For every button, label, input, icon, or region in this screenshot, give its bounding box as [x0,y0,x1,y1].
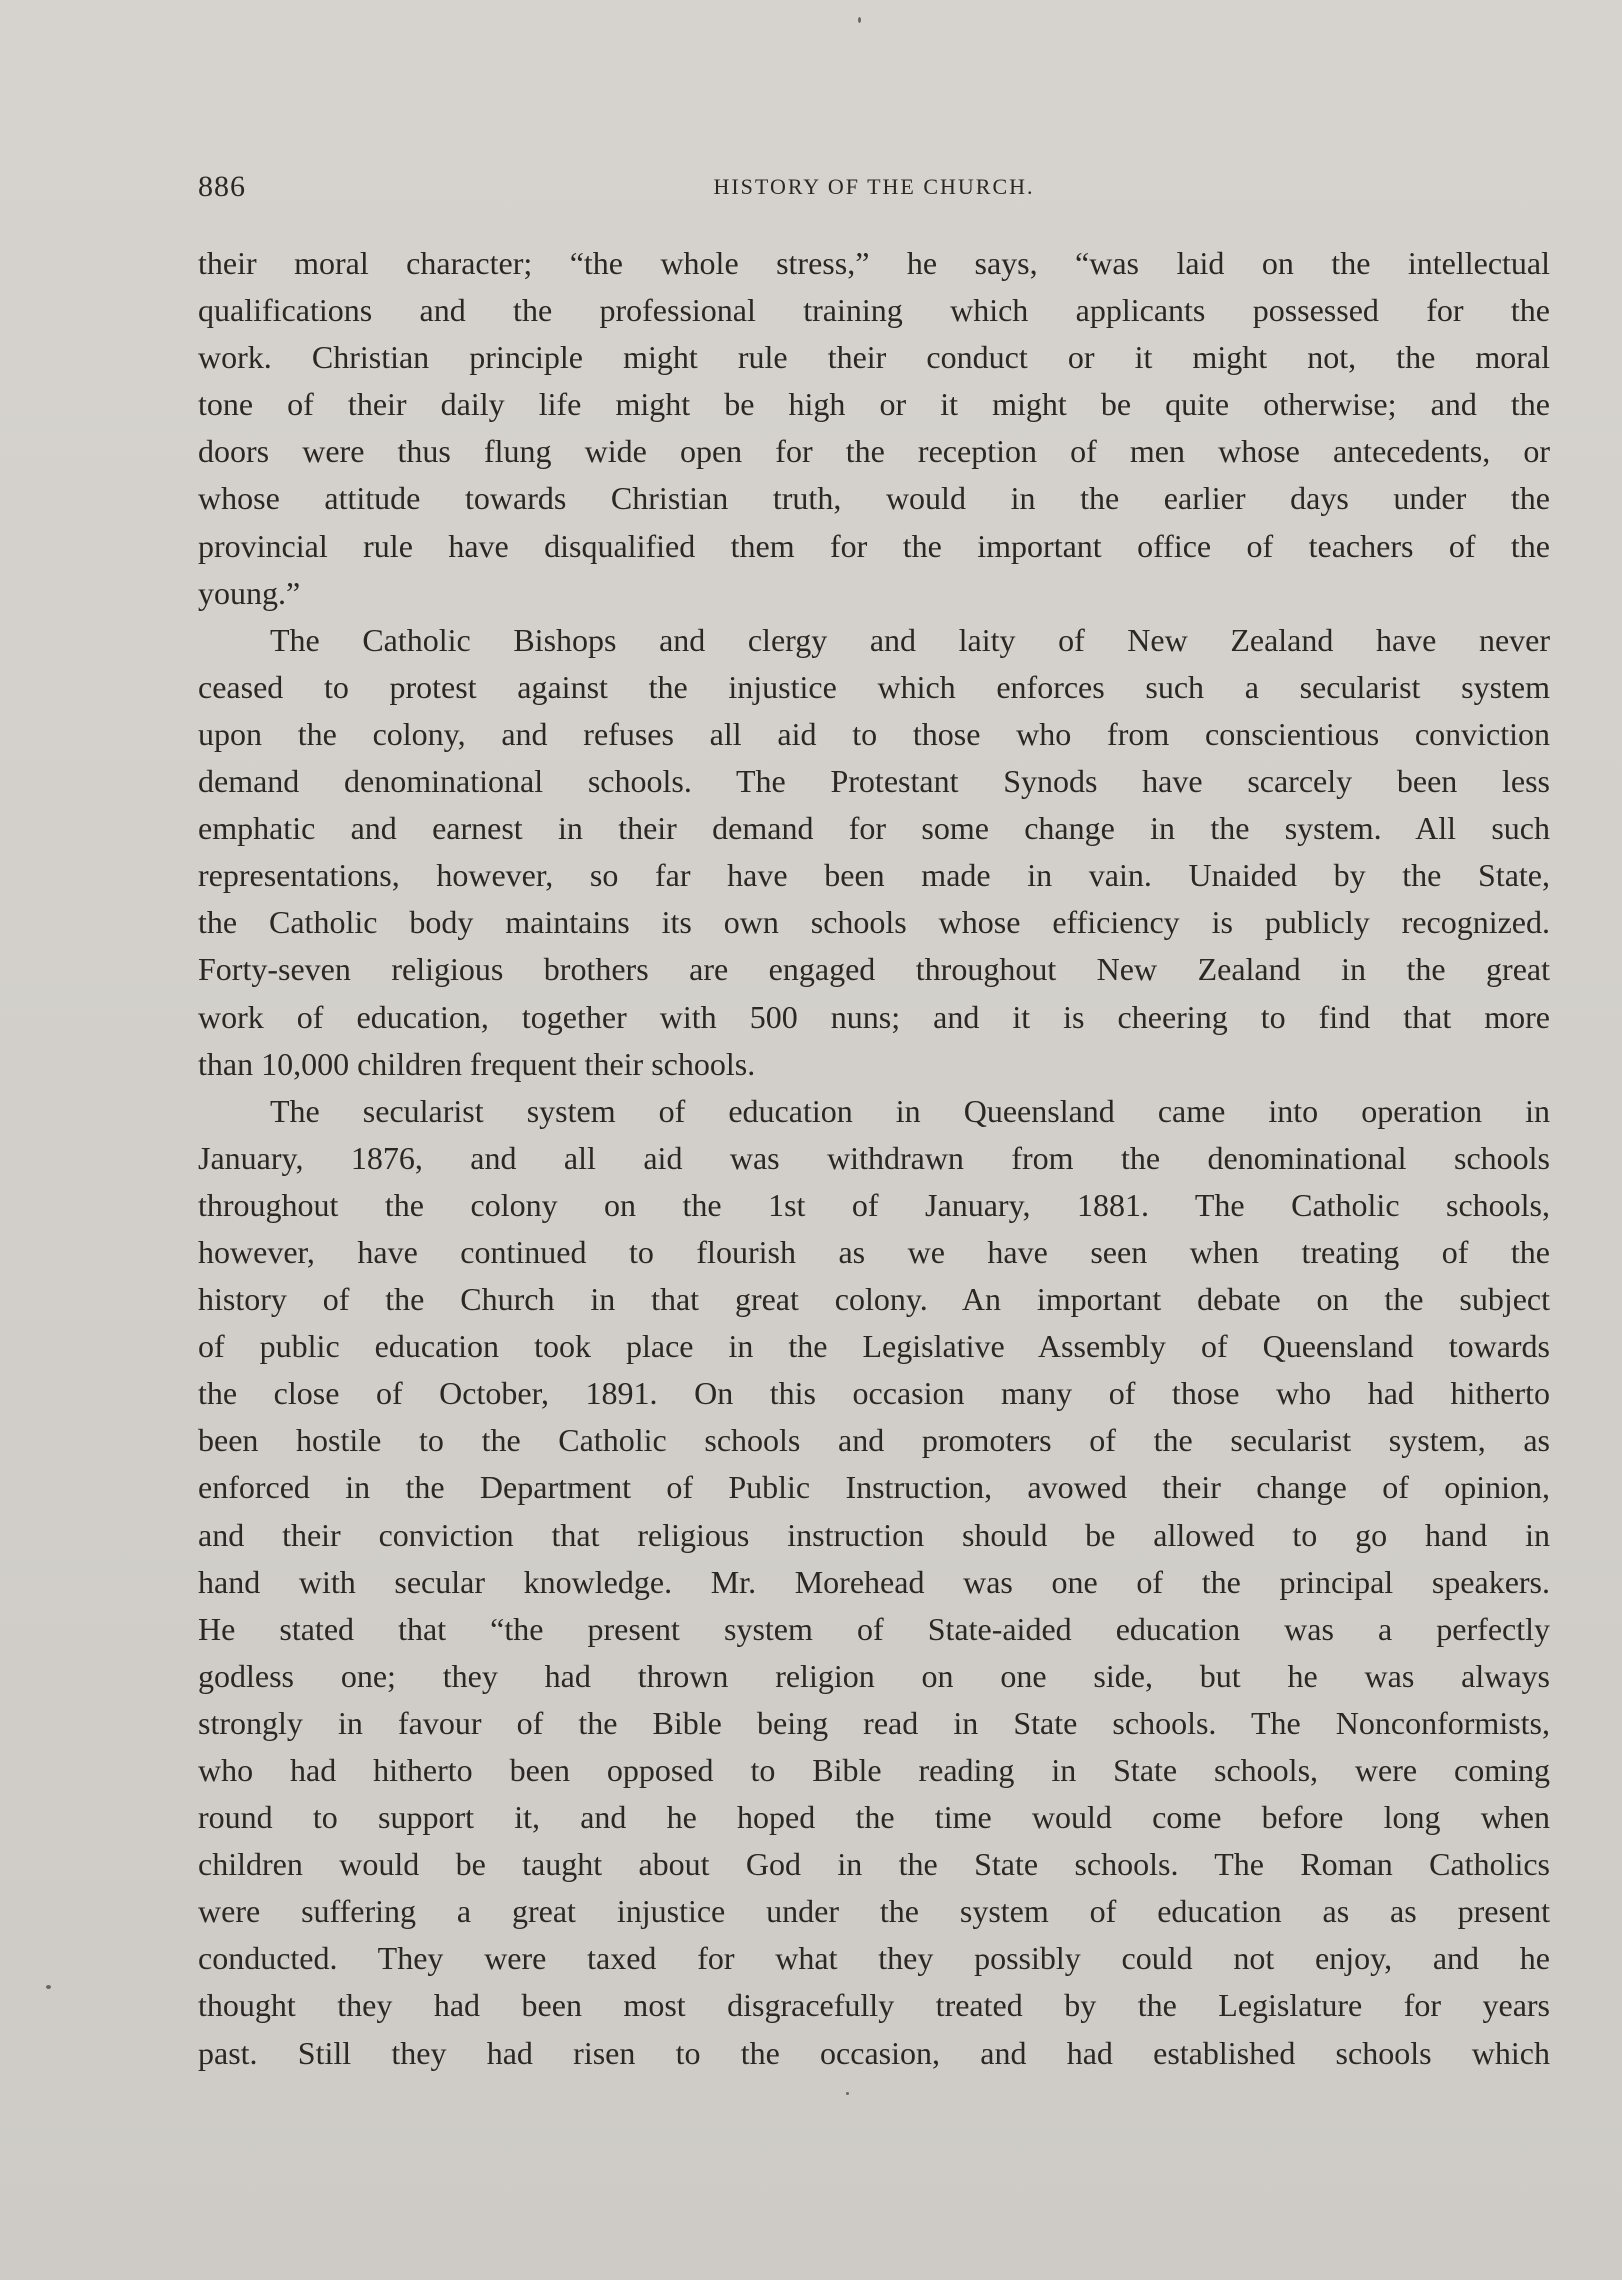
text-line: children would be taught about God in the State schools. The Roman Catholics [198,1846,1550,1883]
paper-speck [858,17,861,23]
text-line: history of the Church in that great colony. An important debate on the subject [198,1281,1550,1318]
text-line: January, 1876, and all aid was withdrawn from the denominational schools [198,1139,1550,1176]
text-line: work. Christian principle might rule their conduct or it might not, the moral [198,339,1550,376]
text-line: work of education, together with 500 nuns; and it is cheering to find that more [198,998,1550,1035]
text-line: whose attitude towards Christian truth, would in the earlier days under the [198,480,1550,517]
text-line: doors were thus flung wide open for the reception of men whose antecedents, or [198,433,1550,470]
text-line: than 10,000 children frequent their schools. [198,1045,756,1082]
text-line: who had hitherto been opposed to Bible reading in State schools, were coming [198,1752,1550,1788]
text-line: throughout the colony on the 1st of January, 1881. The Catholic schools, [198,1186,1550,1223]
text-line: tone of their daily life might be high or it might be quite otherwise; and the [198,386,1550,423]
text-line: thought they had been most disgracefully treated by the Legislature for years [198,1987,1550,2024]
text-line: qualifications and the professional training which applicants possessed for the [198,292,1550,329]
paper-speck [46,1985,51,1989]
text-line: conducted. They were taxed for what they possibly could not enjoy, and he [198,1940,1550,1977]
paper-speck [846,2092,849,2095]
text-line: The Catholic Bishops and clergy and laity of New Zealand have never [270,621,1550,658]
text-line: Forty-seven religious brothers are engaged throughout New Zealand in the great [198,951,1550,988]
running-head [198,170,1550,210]
text-line: emphatic and earnest in their demand for some change in the system. All such [198,810,1550,847]
text-line: been hostile to the Catholic schools and promoters of the secularist system, as [198,1422,1550,1459]
text-line: the Catholic body maintains its own schools whose efficiency is publicly recognized. [198,904,1550,941]
text-line: past. Still they had risen to the occasion, and had established schools which [198,2034,1550,2071]
text-line: provincial rule have disqualified them for the important office of teachers of the [198,527,1550,564]
text-line: were suffering a great injustice under the system of education as as present [198,1893,1550,1930]
text-line: young.” [198,574,301,611]
text-line: ceased to protest against the injustice which enforces such a secularist system [198,668,1550,705]
text-line: of public education took place in the Legislative Assembly of Queensland towards [198,1328,1550,1365]
text-line: however, have continued to flourish as we have seen when treating of the [198,1233,1550,1270]
body-text [198,240,1550,2077]
text-line: godless one; they had thrown religion on one side, but he was always [198,1657,1550,1694]
text-line: the close of October, 1891. On this occasion many of those who had hitherto [198,1375,1550,1412]
text-line: strongly in favour of the Bible being read in State schools. The Nonconformists, [198,1704,1550,1741]
page-number: 886 [198,170,246,203]
text-line: hand with secular knowledge. Mr. Morehead was one of the principal speakers. [198,1563,1550,1600]
text-line: and their conviction that religious instruction should be allowed to go hand in [198,1516,1550,1553]
text-line: He stated that “the present system of State-aided education was a perfectly [198,1610,1550,1647]
text-line: demand denominational schools. The Protestant Synods have scarcely been less [198,763,1550,800]
text-line: their moral character; “the whole stress,” he says, “was laid on the intellectual [198,245,1550,281]
text-line: The secularist system of education in Queensland came into operation in [270,1092,1550,1129]
running-title: HISTORY OF THE CHURCH. [713,174,1035,199]
text-line: enforced in the Department of Public Instruction, avowed their change of opinion, [198,1469,1550,1506]
text-line: representations, however, so far have been made in vain. Unaided by the State, [198,857,1550,894]
text-line: round to support it, and he hoped the time would come before long when [198,1799,1550,1836]
text-line: upon the colony, and refuses all aid to those who from conscientious conviction [198,715,1550,752]
